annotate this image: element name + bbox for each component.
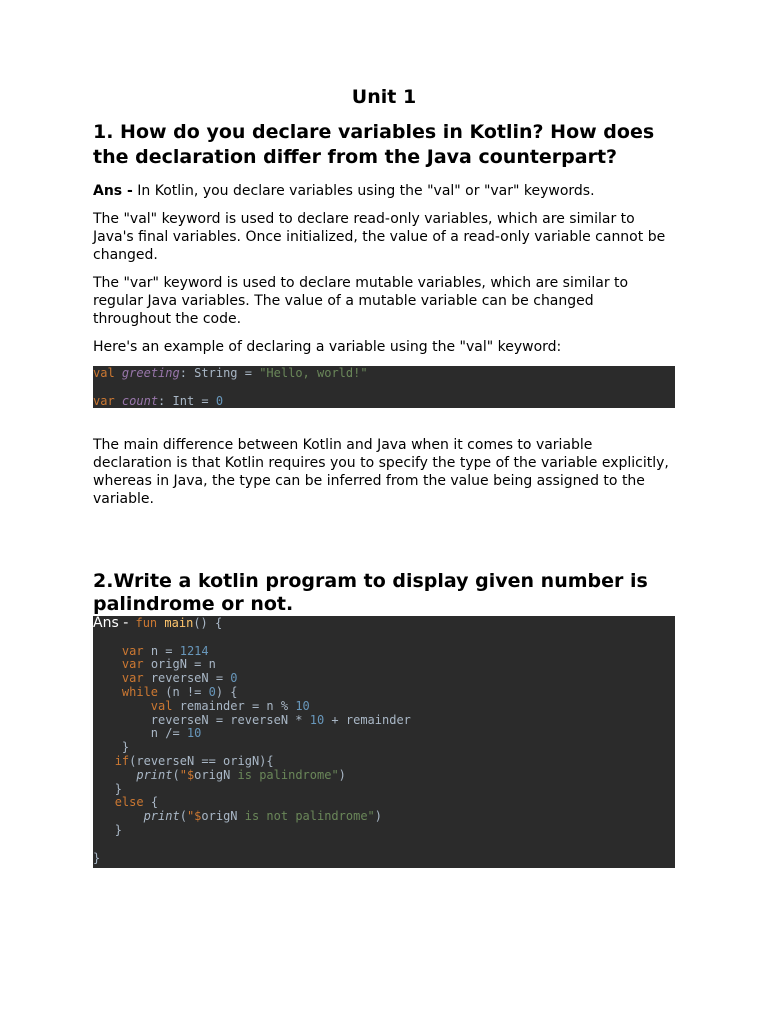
question-1-section — [93, 120, 675, 508]
answer-1-label: Ans - — [93, 183, 133, 199]
code-line: val greeting: String = "Hello, world!" — [93, 366, 368, 380]
paragraph-var-keyword: The "var" keyword is used to declare mutable variables, which are similar to regular Java variables. The value of a mutable variable can be changed throughout the code. — [93, 275, 629, 327]
code-line: var count: Int = 0 — [93, 394, 224, 408]
question-2-heading: 2.Write a kotlin program to display given number is palindrome or not. — [93, 570, 648, 615]
paragraph-val-keyword: The "val" keyword is used to declare read-only variables, which are similar to Java's final variables. Once initialized, the value of a read-only variable cannot be changed. — [93, 211, 666, 263]
code-blank-line — [93, 380, 675, 394]
code-block-palindrome: Ans - fun main() { var n = 1214 var origN = n var reverseN = 0 while (n != 0) { val remainder = n % 10 reverseN = reverseN * 10 + remainder n /= 10 } if(reverseN == origN){ print("$origN is palindrome") } else { print("$origN is not palindrome") } } — [93, 616, 675, 868]
paragraph-difference: The main difference between Kotlin and Java when it comes to variable declaration is that Kotlin requires you to specify the type of the variable explicitly, whereas in Java, the type can be inferred from the value being assigned to the variable. — [93, 437, 669, 507]
code-block-variables — [93, 366, 675, 408]
answer-1-text: In Kotlin, you declare variables using the "val" or "var" keywords. — [132, 183, 595, 199]
paragraph-example-intro: Here's an example of declaring a variable using the "val" keyword: — [93, 339, 562, 355]
answer-1-intro — [93, 182, 675, 200]
question-2-section — [93, 570, 675, 868]
answer-2-label: Ans - — [93, 616, 129, 631]
unit-title: Unit 1 — [351, 86, 417, 108]
question-1-heading: 1. How do you declare variables in Kotlin? How does the declaration differ from the Java counterpart? — [93, 121, 655, 168]
